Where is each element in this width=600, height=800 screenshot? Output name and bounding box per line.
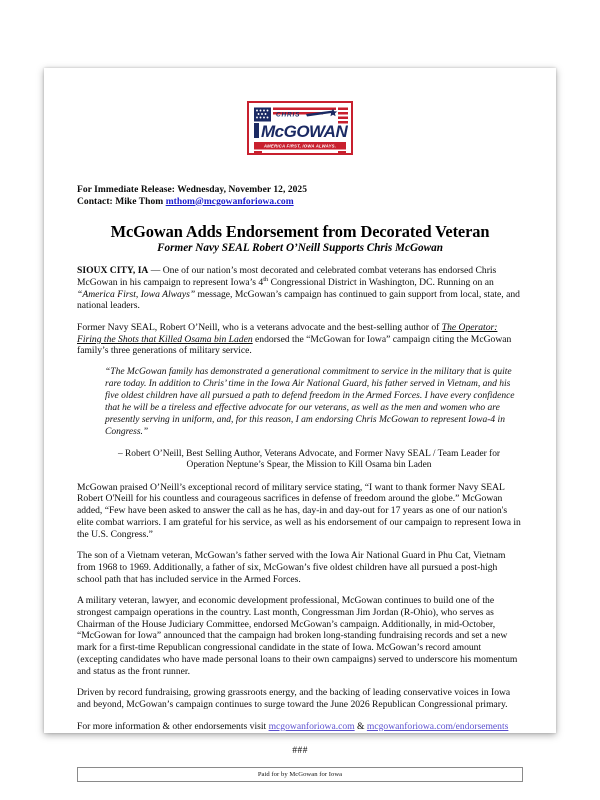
- campaign-slogan: “America First, Iowa Always”: [77, 288, 196, 300]
- dateline: SIOUX CITY, IA: [77, 265, 149, 277]
- contact-email-link[interactable]: mthom@mcgowanforiowa.com: [165, 196, 294, 207]
- page-title: McGowan Adds Endorsement from Decorated Veteran: [110, 222, 490, 242]
- document-page: [44, 68, 556, 779]
- page-subtitle: Former Navy SEAL Robert O’Neill Supports Chris McGowan: [157, 242, 443, 255]
- paragraph-closing: Driven by record fundraising, growing grassroots energy, and the backing of leading conservative voices in Iowa and beyond, McGowan’s campaign continues to surge toward the June 2026 Republican Congressional primary.: [77, 687, 511, 710]
- lead-text-c: message, McGowan’s campaign has continued to gain support from local, state, and national leaders.: [77, 288, 520, 312]
- paragraph-endorser-intro: [77, 322, 523, 357]
- campaign-website-link[interactable]: mcgowanforiowa.com: [268, 720, 355, 732]
- lead-text-a: — One of our nation’s most decorated and celebrated combat veterans has endorsed Chris McGowan in his campaign to represent Iowa’s 4: [77, 265, 497, 288]
- book-title: The Operator: Firing the Shots that Killed Osama bin Laden: [77, 322, 498, 345]
- campaign-logo-block: [77, 68, 523, 155]
- svg-text:McGOWAN: McGOWAN: [261, 122, 348, 141]
- release-date: Wednesday, November 12, 2025: [177, 185, 308, 195]
- contact-line: [77, 197, 523, 209]
- paid-for-by-disclaimer: [77, 767, 523, 782]
- svg-text:CHRIS: CHRIS: [276, 111, 301, 119]
- endorsements-page-link[interactable]: mcgowanforiowa.com/endorsements: [366, 720, 509, 732]
- release-label: For Immediate Release:: [77, 185, 176, 195]
- release-date-line: [77, 185, 523, 197]
- contact-label: Contact:: [77, 196, 113, 207]
- chris-mcgowan-campaign-logo: [247, 101, 353, 155]
- endorser-intro-b: endorsed the “McGowan for Iowa” campaign citing the McGowan family’s three generations of military service.: [77, 333, 512, 357]
- paragraph-family-history: The son of a Vietnam veteran, McGowan’s father served with the Iowa Air National Guard in Phu Cat, Vietnam from 1968 to 1969. Additionally, a father of six, McGowan’s five oldest children have all pursued a post-high school path that has included service in the Armed Forces.: [77, 550, 506, 585]
- disclaimer-text: Paid for by McGowan for Iowa: [257, 771, 343, 779]
- release-header: [77, 185, 523, 208]
- paragraph-candidate-response: McGowan praised O’Neill’s exceptional record of military service stating, “I want to thank former Navy SEAL Robert O'Neill for his countless and courageous sacrifices in defense of freedom around the globe.” McGowan added, “Few have been asked to answer the call as he has, day-in and day-out for 17 years as one of our nation's elite combat warriors. I am grateful for his service, as well as his endorsement of our campaign to represent Iowa in the U.S. Congress.”: [77, 481, 521, 540]
- paragraph-campaign-background: A military veteran, lawyer, and economic development professional, McGowan continues to build one of the strongest campaign operations in the country. Last month, Congressman Jim Jordan (R-Ohio), who serves as Chairman of the House Judiciary Committee, endorsed McGowan’s campaign. Additionally, in mid-October, “McGowan for Iowa” announced that the campaign had broken long-standing fundraising records and set a new mark for a first-time Republican congressional candidate in the state of Iowa. McGowan’s record amount (excepting candidates who have made personal loans to their own campaigns) served to underscore his momentum and status as the front runner.: [77, 595, 518, 677]
- contact-name: Mike Thom: [115, 196, 164, 207]
- svg-text:AMERICA FIRST, IOWA ALWAYS.: AMERICA FIRST, IOWA ALWAYS.: [263, 143, 337, 149]
- more-info-text: For more information & other endorsements visit: [77, 720, 269, 732]
- end-mark: ###: [292, 745, 308, 757]
- lead-text-b: Congressional District in Washington, DC. Running on an: [268, 276, 494, 288]
- paragraph-lead: [77, 265, 523, 312]
- ampersand-separator: &: [354, 720, 367, 732]
- paragraph-more-info: [77, 721, 523, 733]
- ordinal-suffix: th: [263, 275, 269, 283]
- endorser-intro-a: Former Navy SEAL, Robert O’Neill, who is a veterans advocate and the best-selling author of: [77, 322, 442, 333]
- page-content-area: [77, 68, 523, 779]
- quote-attribution: – Robert O’Neill, Best Selling Author, Veterans Advocate, and Former Navy SEAL / Team Leader for Operation Neptune’s Spear, the Mission to Kill Osama bin Laden: [117, 448, 501, 471]
- endorsement-quote: “The McGowan family has demonstrated a generational commitment to service in the military that is quite rare today. In addition to Chris’ time in the Iowa Air National Guard, his father served in Vietnam, and his five oldest children have all pursued a path to defend freedom in the Armed Forces. I have every confidence that he will be a tireless and effective advocate for our veterans, as well as the men and women who are presently serving in uniform, and, for this reason, I am endorsing Chris McGowan to represent Iowa-4 in Congress.”: [105, 367, 515, 437]
